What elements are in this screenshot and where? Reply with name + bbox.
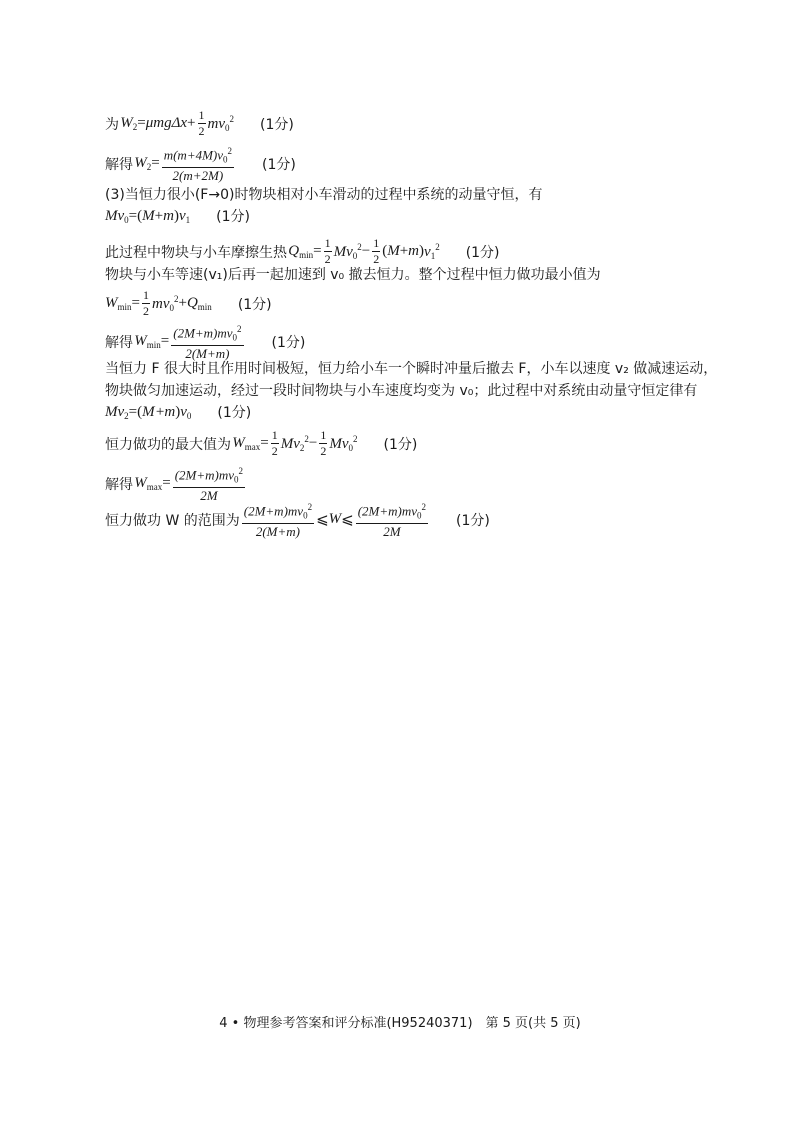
line-prefix: 解得 — [105, 476, 133, 493]
fraction-half: $\frac{1}{2}$ — [271, 428, 278, 458]
fraction-range-low: $\frac{(2M+m)mv_0^2}{2(M+m)}$ — [243, 502, 313, 540]
score-label: (1分) — [237, 296, 272, 313]
equation-wmax: 恒力做功的最大值为 $W_{max}$ = $\frac{1}{2}$ $Mv_2^2$ − $\frac{1}{2}$ $Mv_0^2$ (1分) — [105, 428, 418, 458]
fraction-w2: $\frac{m(m+4M)v_0^2}{2(m+2M)}$ — [163, 146, 233, 184]
equation-qmin: 此过程中物块与小车摩擦生热 $Q_{min}$ = $\frac{1}{2}$ $Mv_0^2$ − $\frac{1}{2}$ ( M + m ) $v_1^2$ (1分) — [105, 236, 500, 266]
score-label: (1分) — [456, 512, 490, 529]
fraction-range-high: $\frac{(2M+m)mv_0^2}{2M}$ — [357, 502, 427, 540]
fraction-wmin: $\frac{(2M+m)mv_0^2}{2(M+m)}$ — [173, 324, 242, 362]
line-prefix: 解得 — [105, 334, 133, 351]
score-label: (1分) — [262, 156, 296, 173]
equation-w-range: 恒力做功 W 的范围为 $\frac{(2M+m)mv_0^2}{2(M+m)}$ ⩽ W ⩽ $\frac{(2M+m)mv_0^2}{2M}$ (1分) — [105, 502, 490, 540]
fraction-half: $\frac{1}{2}$ — [324, 236, 331, 266]
fraction-half: $\frac{1}{2}$ — [198, 108, 205, 138]
fraction-wmax: $\frac{(2M+m)mv_0^2}{2M}$ — [174, 466, 244, 504]
equation-wmin: $W_{min}$ = $\frac{1}{2}$ $mv_0^2$ + $Q_{min}$ (1分) — [105, 288, 272, 318]
equation-wmax-result: 解得 $W_{max}$ = $\frac{(2M+m)mv_0^2}{2M}$ — [105, 466, 244, 504]
page-footer: 4 • 物理参考答案和评分标准(H95240371) 第 5 页(共 5 页) — [219, 1016, 581, 1031]
text-max-work: 当恒力 F 很大时且作用时间极短，恒力给小车一个瞬时冲量后撤去 F，小车以速度 v₂ 做减速运动，物块做匀加速运动，经过一段时间物块与小车速度均变为 v₀；此过程中对系统由动量守恒定律有 — [105, 361, 718, 399]
line-prefix: 为 — [105, 116, 119, 133]
equation-wmin-result: 解得 $W_{min}$ = $\frac{(2M+m)mv_0^2}{2(M+m)}$ (1分) — [105, 324, 306, 362]
score-label: (1分) — [271, 334, 306, 351]
math-w2-lhs: $W_2$ — [119, 115, 138, 132]
score-label: (1分) — [383, 436, 418, 453]
fraction-half: $\frac{1}{2}$ — [373, 236, 380, 266]
score-label: (1分) — [216, 209, 250, 225]
fraction-half: $\frac{1}{2}$ — [142, 288, 149, 318]
equation-momentum-1: $Mv_0$ =( M + m ) $v_1$ (1分) — [105, 207, 250, 225]
line-prefix: 解得 — [105, 156, 133, 173]
fraction-half: $\frac{1}{2}$ — [320, 428, 327, 458]
line-prefix: 此过程中物块与小车摩擦生热 — [105, 244, 287, 261]
line-prefix: 恒力做功 W 的范围为 — [105, 512, 240, 529]
text-min-work: 物块与小车等速(v₁)后再一起加速到 v₀ 撤去恒力。整个过程中恒力做功最小值为 — [105, 267, 601, 283]
score-label: (1分) — [465, 244, 500, 261]
equation-w2-result: 解得 $W_2$ = $\frac{m(m+4M)v_0^2}{2(m+2M)}$ (1分) — [105, 146, 296, 184]
score-label: (1分) — [217, 405, 252, 421]
equation-w2: 为 $W_2$ = μmgΔx + $\frac{1}{2}$ $mv_0^2$ (1分) — [105, 108, 294, 138]
score-label: (1分) — [260, 116, 294, 133]
equation-momentum-2: $Mv_2$ =( M + m ) $v_0$ (1分) — [105, 403, 252, 421]
line-prefix: 恒力做功的最大值为 — [105, 436, 231, 453]
text-part3: (3)当恒力很小(F→0)时物块相对小车滑动的过程中系统的动量守恒，有 — [105, 187, 543, 203]
